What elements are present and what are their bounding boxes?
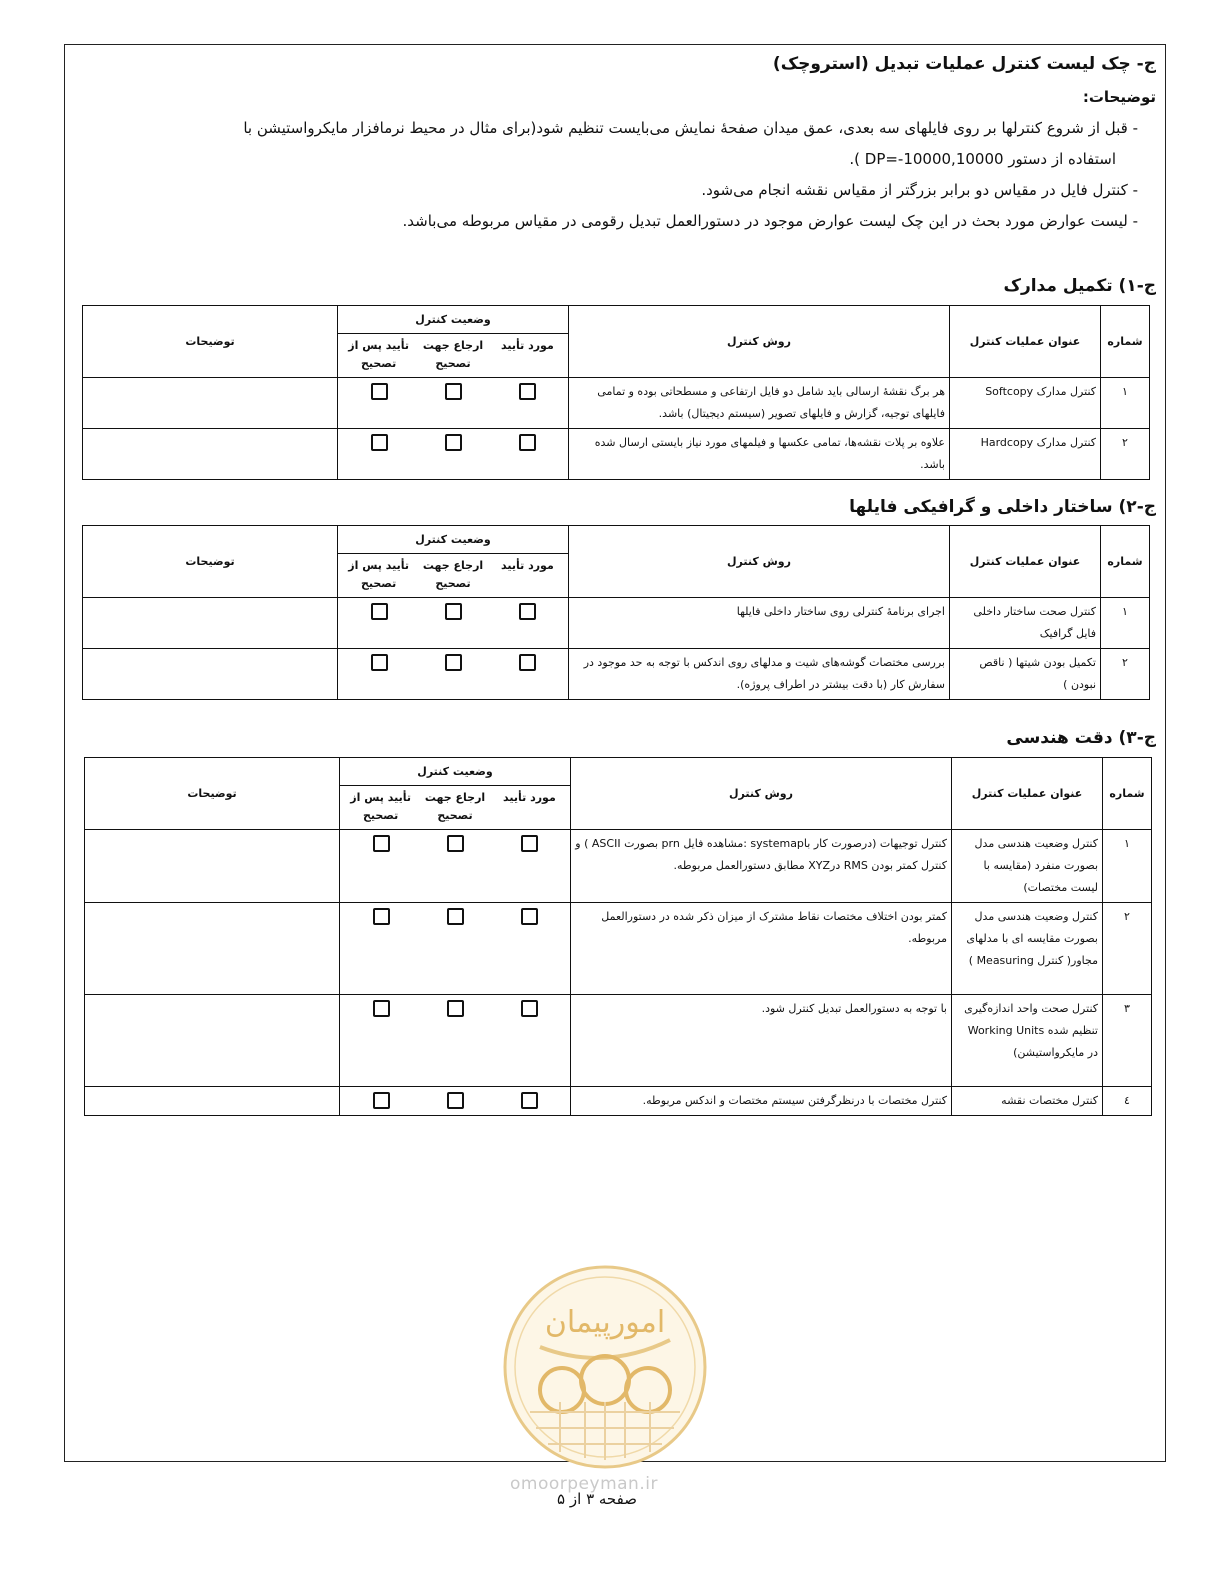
row-status (338, 598, 569, 649)
page-number-text: صفحه ۳ از ۵ (557, 1490, 637, 1508)
row-title: کنترل صحت ساختار داخلی فایل گرافیک (950, 598, 1101, 649)
header-method: روش کنترل (569, 526, 950, 598)
row-title: کنترل مدارک Softcopy (950, 378, 1101, 429)
row-method: هر برگ نقشهٔ ارسالی باید شامل دو فایل ارتفاعی و مسطحاتی بوده و تمامی فایلهای توجیه، گزارش و فایلهای تصویر (سیستم دیجیتال) باشد. (569, 378, 950, 429)
row-method: کنترل مختصات با درنظرگرفتن سیستم مختصات و اندکس مربوطه. (571, 1087, 952, 1116)
status-return-label: ارجاع جهت تصحیح (422, 559, 484, 590)
header-title: عنوان عملیات کنترل (952, 758, 1103, 830)
section-title: ج- چک لیست کنترل عملیات تبدیل (استروچک) (772, 54, 1156, 74)
table-3-heading: ج-۳) دقت هندسی (1006, 728, 1156, 748)
status-label: وضعیت کنترل (338, 527, 568, 554)
note-line-3: - کنترل فایل در مقیاس دو برابر بزرگتر از مقیاس نقشه انجام می‌شود. (701, 181, 1138, 199)
header-method: روش کنترل (569, 306, 950, 378)
watermark-url: omoorpeyman.ir (510, 1474, 658, 1494)
table-header-row (85, 758, 1152, 830)
header-num: شماره (1101, 306, 1150, 378)
header-comments: توضیحات (85, 758, 340, 830)
row-num: ۲ (1101, 429, 1150, 480)
row-num: ۱ (1101, 598, 1150, 649)
status-label: وضعیت کنترل (340, 759, 570, 786)
row-status (340, 1087, 571, 1116)
row-status (340, 903, 571, 995)
row-title: تکمیل بودن شیتها ( ناقص نبودن ) (950, 649, 1101, 700)
row-method: کمتر بودن اختلاف مختصات نقاط مشترک از میزان ذکر شده در دستورالعمل مربوطه. (571, 903, 952, 995)
checkbox-return[interactable] (445, 603, 462, 620)
checkbox-approved[interactable] (519, 654, 536, 671)
table-row (85, 1087, 1152, 1116)
row-num: ۳ (1103, 995, 1152, 1087)
notes-block (70, 82, 1156, 237)
table-row (83, 378, 1150, 429)
status-sub-labels (344, 789, 566, 825)
header-num: شماره (1101, 526, 1150, 598)
row-method: کنترل توجیهات (درصورت کار باsystemap :مشاهده فایل prn بصورت ASCII ) و کنترل کمتر بودن RMS درXYZ مطابق دستورالعمل مربوطه. (571, 830, 952, 903)
checkbox-approved[interactable] (521, 908, 538, 925)
header-status (338, 306, 569, 378)
row-method: علاوه بر پلات نقشه‌ها، تمامی عکسها و فیلمهای مورد نیاز بایستی ارسال شده باشد. (569, 429, 950, 480)
seal-text: امورپیمان (544, 1305, 666, 1340)
row-method: با توجه به دستورالعمل تبدیل کنترل شود. (571, 995, 952, 1087)
checkbox-approved-after[interactable] (373, 835, 390, 852)
checkbox-approved-after[interactable] (371, 654, 388, 671)
status-return-label: ارجاع جهت تصحیح (422, 339, 484, 370)
row-comments[interactable] (83, 378, 338, 429)
row-status (340, 995, 571, 1087)
checkbox-approved-after[interactable] (373, 1092, 390, 1109)
status-return-label: ارجاع جهت تصحیح (424, 791, 486, 822)
header-title: عنوان عملیات کنترل (950, 526, 1101, 598)
row-comments[interactable] (85, 903, 340, 995)
checkbox-approved[interactable] (521, 1092, 538, 1109)
row-num: ۲ (1101, 649, 1150, 700)
row-status (338, 378, 569, 429)
table-row (83, 649, 1150, 700)
checklist-table-3 (84, 757, 1152, 1116)
table-row (83, 598, 1150, 649)
row-status (338, 429, 569, 480)
checkbox-return[interactable] (447, 908, 464, 925)
company-seal-logo (500, 1262, 710, 1472)
row-title: کنترل وضعیت هندسی مدل بصورت مقایسه ای با مدلهای مجاور( کنترل Measuring ) (952, 903, 1103, 995)
checkbox-return[interactable] (445, 654, 462, 671)
checkbox-approved[interactable] (521, 835, 538, 852)
status-approved-after-label: تأیید پس از تصحیح (348, 559, 409, 590)
checkbox-approved[interactable] (521, 1000, 538, 1017)
header-status (340, 758, 571, 830)
table-row (85, 830, 1152, 903)
checkbox-approved[interactable] (519, 383, 536, 400)
status-label: وضعیت کنترل (338, 307, 568, 334)
row-method: اجرای برنامهٔ کنترلی روی ساختار داخلی فایلها (569, 598, 950, 649)
status-approved-label: مورد تأیید (501, 559, 554, 572)
header-comments: توضیحات (83, 526, 338, 598)
row-num: ٤ (1103, 1087, 1152, 1116)
checklist-table-1 (82, 305, 1150, 480)
table-1-heading: ج-۱) تکمیل مدارک (1003, 276, 1156, 296)
note-line-4: - لیست عوارض مورد بحث در این چک لیست عوارض موجود در دستورالعمل تبدیل رقومی در مقیاس مربوطه می‌باشد. (402, 212, 1138, 230)
checklist-table-2 (82, 525, 1150, 700)
status-sub-labels (342, 337, 564, 373)
table-2-heading: ج-۲) ساختار داخلی و گرافیکی فایلها (849, 497, 1156, 517)
row-num: ۱ (1101, 378, 1150, 429)
status-approved-label: مورد تأیید (503, 791, 556, 804)
table-row (83, 429, 1150, 480)
checkbox-approved-after[interactable] (371, 434, 388, 451)
status-approved-after-label: تأیید پس از تصحیح (348, 339, 409, 370)
row-title: کنترل صحت واحد اندازه‌گیری تنظیم شده Working Units در مایکرواستیشن) (952, 995, 1103, 1087)
checkbox-return[interactable] (447, 1000, 464, 1017)
row-status (338, 649, 569, 700)
header-comments: توضیحات (83, 306, 338, 378)
table-header-row (83, 306, 1150, 378)
row-title: کنترل وضعیت هندسی مدل بصورت منفرد (مقایسه با لیست مختصات) (952, 830, 1103, 903)
page-number (0, 1490, 1224, 1508)
status-approved-label: مورد تأیید (501, 339, 554, 352)
status-approved-after-label: تأیید پس از تصحیح (350, 791, 411, 822)
table-header-row (83, 526, 1150, 598)
row-comments[interactable] (85, 995, 340, 1087)
row-status (340, 830, 571, 903)
note-line-2: استفاده از دستور DP=-10000,10000 ). (849, 150, 1116, 168)
row-comments[interactable] (83, 598, 338, 649)
row-method: بررسی مختصات گوشه‌های شیت و مدلهای روی اندکس با توجه به حد موجود در سفارش کار (با دقت بیشتر در اطراف پروژه). (569, 649, 950, 700)
checkbox-approved[interactable] (519, 434, 536, 451)
header-title: عنوان عملیات کنترل (950, 306, 1101, 378)
row-title: کنترل مختصات نقشه (952, 1087, 1103, 1116)
row-title: کنترل مدارک Hardcopy (950, 429, 1101, 480)
notes-label: توضیحات: (1082, 88, 1156, 106)
checkbox-approved-after[interactable] (371, 383, 388, 400)
checkbox-return[interactable] (447, 1092, 464, 1109)
page-frame (64, 44, 1166, 1462)
status-sub-labels (342, 557, 564, 593)
note-line-1: - قبل از شروع کنترلها بر روی فایلهای سه بعدی، عمق میدان صفحهٔ نمایش می‌بایست تنظیم شود(برای مثال در محیط نرمافزار مایکرواستیشن با (243, 119, 1138, 137)
checkbox-approved[interactable] (519, 603, 536, 620)
table-row (85, 995, 1152, 1087)
header-num: شماره (1103, 758, 1152, 830)
table-row (85, 903, 1152, 995)
checkbox-return[interactable] (447, 835, 464, 852)
checkbox-approved-after[interactable] (373, 908, 390, 925)
checkbox-approved-after[interactable] (371, 603, 388, 620)
checkbox-return[interactable] (445, 434, 462, 451)
header-method: روش کنترل (571, 758, 952, 830)
row-comments[interactable] (83, 429, 338, 480)
row-num: ۱ (1103, 830, 1152, 903)
row-comments[interactable] (85, 830, 340, 903)
row-comments[interactable] (83, 649, 338, 700)
row-comments[interactable] (85, 1087, 340, 1116)
row-num: ۲ (1103, 903, 1152, 995)
header-status (338, 526, 569, 598)
checkbox-return[interactable] (445, 383, 462, 400)
checkbox-approved-after[interactable] (373, 1000, 390, 1017)
